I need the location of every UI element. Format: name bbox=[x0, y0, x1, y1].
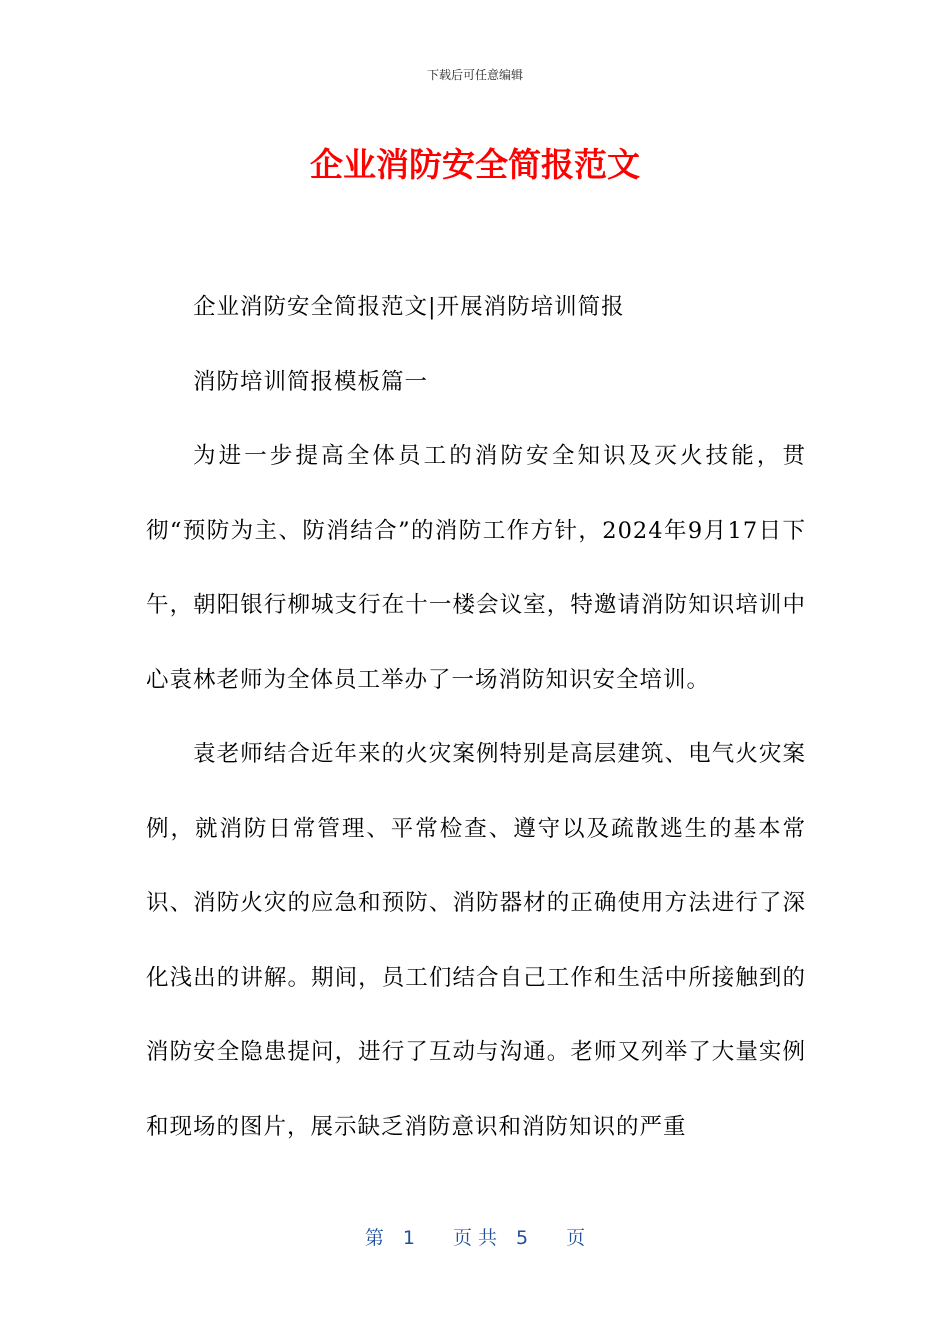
paragraph-content: 袁老师结合近年来的火灾案例特别是高层建筑、电气火灾案例，就消防日常管理、平常检查、遵守以及疏散逃生的基本常识、消防火灾的应急和预防、消防器材的正确使用方法进行了深化浅出的讲解。期间，员工们结合自己工作和生活中所接触到的消防安全隐患提问，进行了互动与沟通。老师又列举了大量实例和现场的图片，展示缺乏消防意识和消防知识的严重 bbox=[146, 741, 806, 1140]
page-header-note: 下载后可任意编辑 bbox=[426, 68, 523, 82]
paragraph-section-heading: 消防培训简报模板篇一 bbox=[193, 368, 429, 395]
document-body bbox=[146, 270, 806, 1164]
document-title: 企业消防安全简报范文 bbox=[310, 145, 640, 184]
paragraph-intro: 为进一步提高全体员工的消防安全知识及灭火技能，贯彻“预防为主、防消结合”的消防工作方针，2024年9月17日下午，朝阳银行柳城支行在十一楼会议室，特邀请消防知识培训中心袁林老师为全体员工举办了一场消防知识安全培训。 bbox=[146, 443, 806, 693]
page-number-footer: 第 1 页 共 5 页 bbox=[364, 1227, 586, 1249]
paragraph-subtitle: 企业消防安全简报范文|开展消防培训简报 bbox=[193, 294, 625, 320]
